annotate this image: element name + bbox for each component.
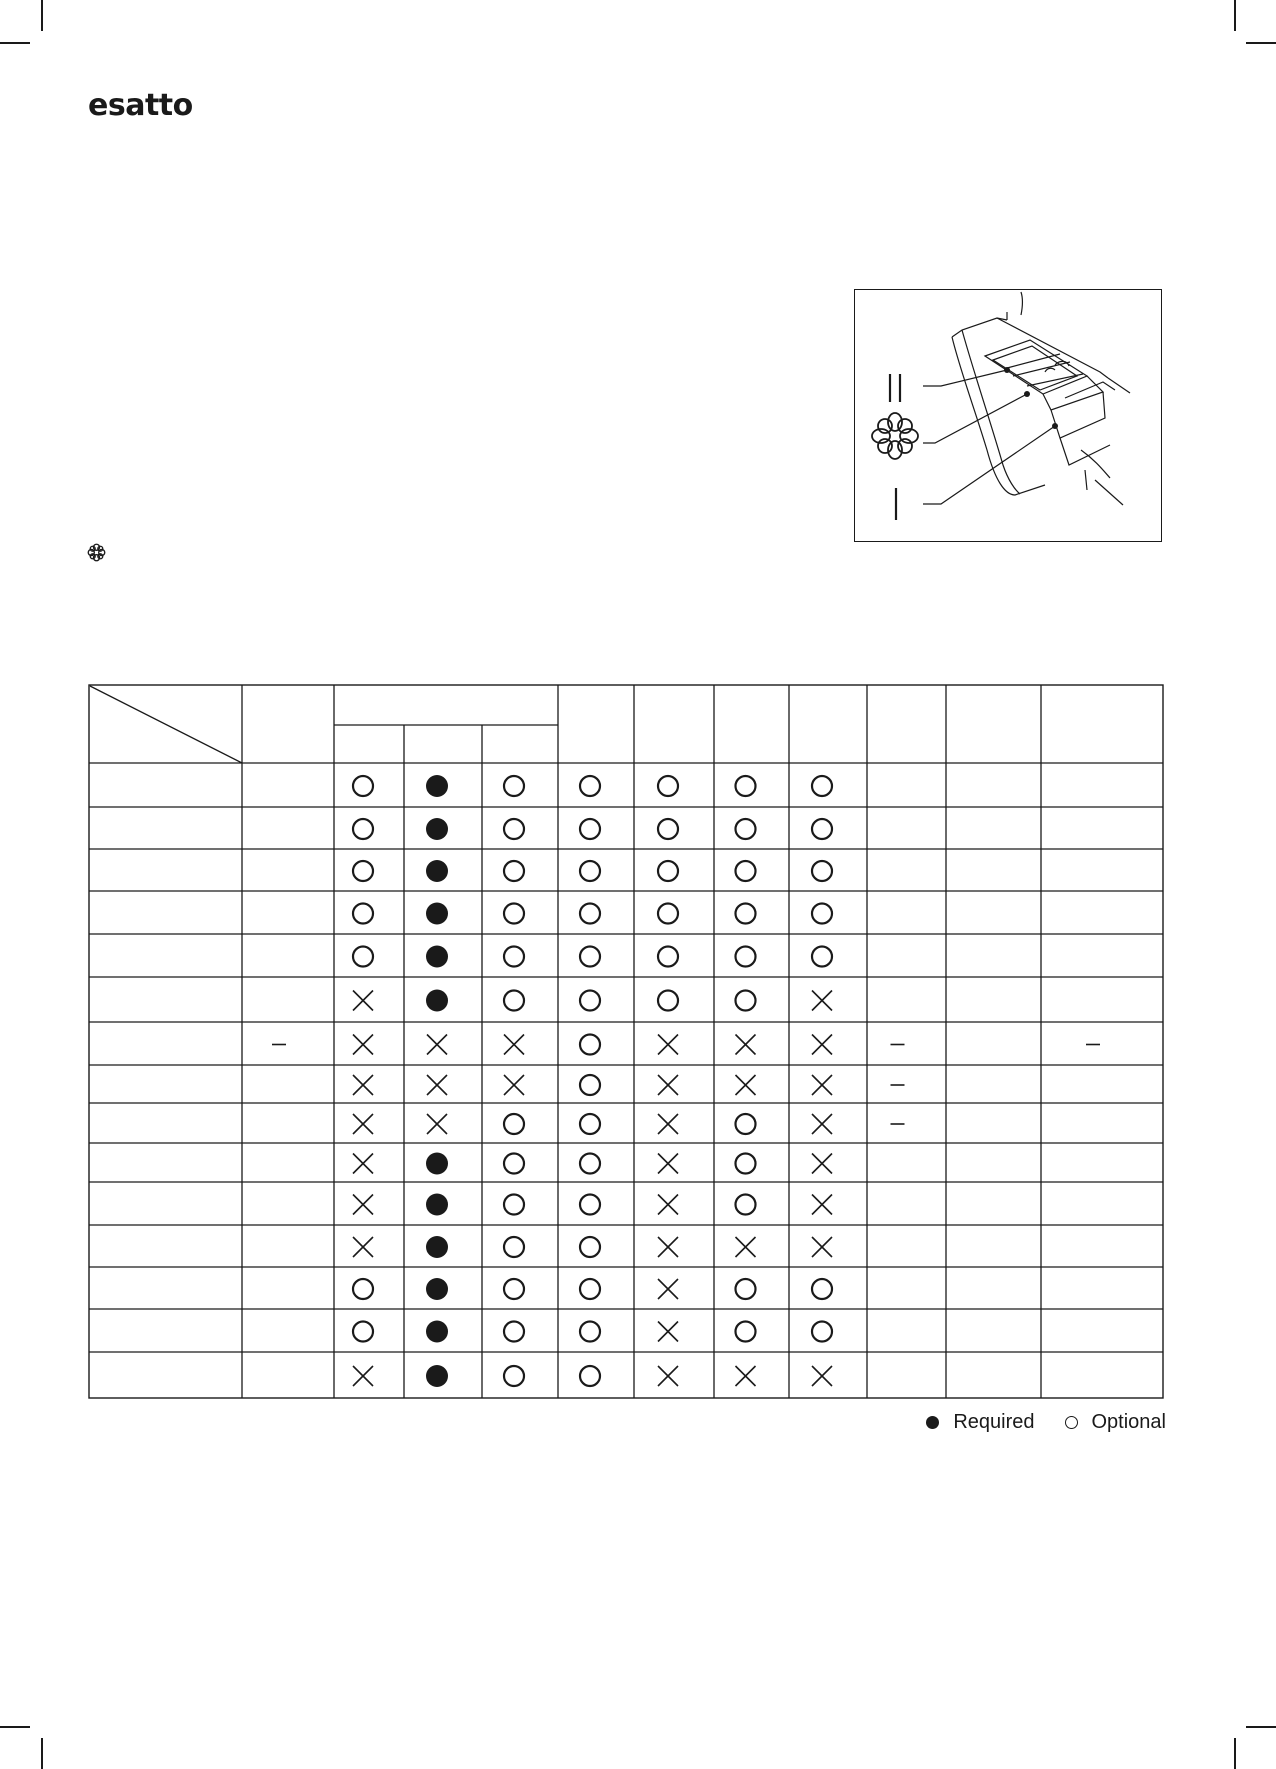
optional-circle-icon (812, 776, 832, 796)
table-border (89, 685, 1163, 1398)
optional-circle-icon (658, 819, 678, 839)
required-dot-icon (426, 1236, 448, 1258)
not-applicable-cross-icon (353, 1075, 373, 1095)
optional-circle-icon (658, 776, 678, 796)
not-applicable-cross-icon (353, 1114, 373, 1134)
header-diagonal-line (90, 686, 242, 763)
optional-circle-icon (580, 1237, 600, 1257)
dispenser-diagram (854, 289, 1162, 542)
optional-circle-icon (736, 1322, 756, 1342)
optional-circle-icon (504, 1366, 524, 1386)
not-applicable-cross-icon (658, 1279, 678, 1299)
not-applicable-cross-icon (812, 1366, 832, 1386)
optional-circle-icon (736, 904, 756, 924)
required-dot-icon (426, 946, 448, 968)
symbol-legend (926, 1411, 1166, 1434)
optional-circle-icon (736, 819, 756, 839)
optional-circle-icon (580, 1154, 600, 1174)
optional-circle-icon (353, 1279, 373, 1299)
optional-circle-icon (580, 1279, 600, 1299)
optional-circle-icon (812, 1322, 832, 1342)
optional-circle-icon (504, 861, 524, 881)
not-applicable-cross-icon (736, 1237, 756, 1257)
compartment-label-flower-icon (872, 413, 918, 459)
not-applicable-cross-icon (353, 1237, 373, 1257)
legend-required-label: Required (953, 1411, 1035, 1433)
not-applicable-cross-icon (812, 1237, 832, 1257)
crop-mark-bottom-left-horizontal (0, 1726, 30, 1728)
optional-circle-icon (736, 947, 756, 967)
not-applicable-cross-icon (353, 1366, 373, 1386)
not-applicable-cross-icon (812, 1035, 832, 1055)
not-applicable-cross-icon (736, 1366, 756, 1386)
not-applicable-cross-icon (658, 1322, 678, 1342)
required-dot-icon (426, 860, 448, 882)
optional-circle-icon (580, 904, 600, 924)
optional-circle-icon (736, 1279, 756, 1299)
optional-circle-icon (580, 776, 600, 796)
not-applicable-cross-icon (353, 991, 373, 1011)
not-applicable-cross-icon (812, 1075, 832, 1095)
optional-circle-icon (580, 947, 600, 967)
optional-circle-icon (658, 947, 678, 967)
optional-circle-icon (1065, 1416, 1078, 1429)
optional-circle-icon (736, 991, 756, 1011)
not-applicable-cross-icon (427, 1114, 447, 1134)
optional-circle-icon (580, 1114, 600, 1134)
optional-circle-icon (504, 1195, 524, 1215)
required-dot-icon (426, 1321, 448, 1343)
program-compatibility-table (88, 684, 1165, 1400)
optional-circle-icon (504, 1114, 524, 1134)
optional-circle-icon (580, 1035, 600, 1055)
not-applicable-cross-icon (353, 1195, 373, 1215)
optional-circle-icon (580, 819, 600, 839)
not-applicable-cross-icon (504, 1035, 524, 1055)
required-dot-icon (426, 818, 448, 840)
brand-logo: esatto (88, 88, 193, 123)
crop-mark-top-right-horizontal (1246, 42, 1276, 44)
not-applicable-cross-icon (427, 1075, 447, 1095)
not-applicable-cross-icon (658, 1154, 678, 1174)
required-dot-icon (426, 1278, 448, 1300)
optional-circle-icon (504, 1154, 524, 1174)
optional-circle-icon (504, 776, 524, 796)
not-applicable-cross-icon (353, 1035, 373, 1055)
softener-flower-icon (87, 543, 106, 567)
crop-mark-top-left-horizontal (0, 42, 30, 44)
not-applicable-cross-icon (658, 1114, 678, 1134)
optional-circle-icon (658, 861, 678, 881)
required-dot-icon (426, 1365, 448, 1387)
optional-circle-icon (812, 947, 832, 967)
not-applicable-cross-icon (427, 1035, 447, 1055)
required-dot-icon (426, 775, 448, 797)
optional-circle-icon (812, 904, 832, 924)
not-applicable-cross-icon (812, 991, 832, 1011)
optional-circle-icon (580, 861, 600, 881)
optional-circle-icon (580, 991, 600, 1011)
crop-mark-bottom-right-horizontal (1246, 1726, 1276, 1728)
optional-circle-icon (736, 776, 756, 796)
optional-circle-icon (504, 991, 524, 1011)
required-dot-icon (426, 1194, 448, 1216)
optional-circle-icon (736, 1154, 756, 1174)
optional-circle-icon (504, 819, 524, 839)
optional-circle-icon (353, 947, 373, 967)
not-applicable-cross-icon (353, 1154, 373, 1174)
compartment-label-II (890, 374, 900, 402)
crop-mark-top-right-vertical (1234, 0, 1236, 31)
optional-circle-icon (812, 1279, 832, 1299)
not-applicable-cross-icon (812, 1114, 832, 1134)
not-applicable-cross-icon (658, 1366, 678, 1386)
optional-circle-icon (812, 819, 832, 839)
not-applicable-cross-icon (658, 1237, 678, 1257)
optional-circle-icon (353, 776, 373, 796)
required-dot-icon (426, 990, 448, 1012)
optional-circle-icon (504, 1237, 524, 1257)
optional-circle-icon (736, 1195, 756, 1215)
optional-circle-icon (580, 1195, 600, 1215)
optional-circle-icon (353, 1322, 373, 1342)
crop-mark-bottom-right-vertical (1234, 1738, 1236, 1769)
optional-circle-icon (353, 819, 373, 839)
not-applicable-cross-icon (658, 1195, 678, 1215)
required-dot-icon (426, 903, 448, 925)
crop-mark-top-left-vertical (41, 0, 43, 31)
optional-circle-icon (580, 1366, 600, 1386)
not-applicable-cross-icon (812, 1195, 832, 1215)
legend-optional-label: Optional (1091, 1411, 1166, 1433)
not-applicable-cross-icon (658, 1075, 678, 1095)
not-applicable-cross-icon (504, 1075, 524, 1095)
optional-circle-icon (504, 1279, 524, 1299)
optional-circle-icon (736, 861, 756, 881)
optional-circle-icon (812, 861, 832, 881)
optional-circle-icon (658, 991, 678, 1011)
not-applicable-cross-icon (736, 1075, 756, 1095)
optional-circle-icon (504, 947, 524, 967)
not-applicable-cross-icon (812, 1154, 832, 1174)
optional-circle-icon (504, 1322, 524, 1342)
optional-circle-icon (580, 1322, 600, 1342)
required-dot-icon (926, 1416, 939, 1429)
optional-circle-icon (353, 861, 373, 881)
required-dot-icon (426, 1153, 448, 1175)
not-applicable-cross-icon (658, 1035, 678, 1055)
optional-circle-icon (580, 1075, 600, 1095)
optional-circle-icon (353, 904, 373, 924)
optional-circle-icon (504, 904, 524, 924)
crop-mark-bottom-left-vertical (41, 1738, 43, 1769)
not-applicable-cross-icon (736, 1035, 756, 1055)
optional-circle-icon (658, 904, 678, 924)
optional-circle-icon (736, 1114, 756, 1134)
